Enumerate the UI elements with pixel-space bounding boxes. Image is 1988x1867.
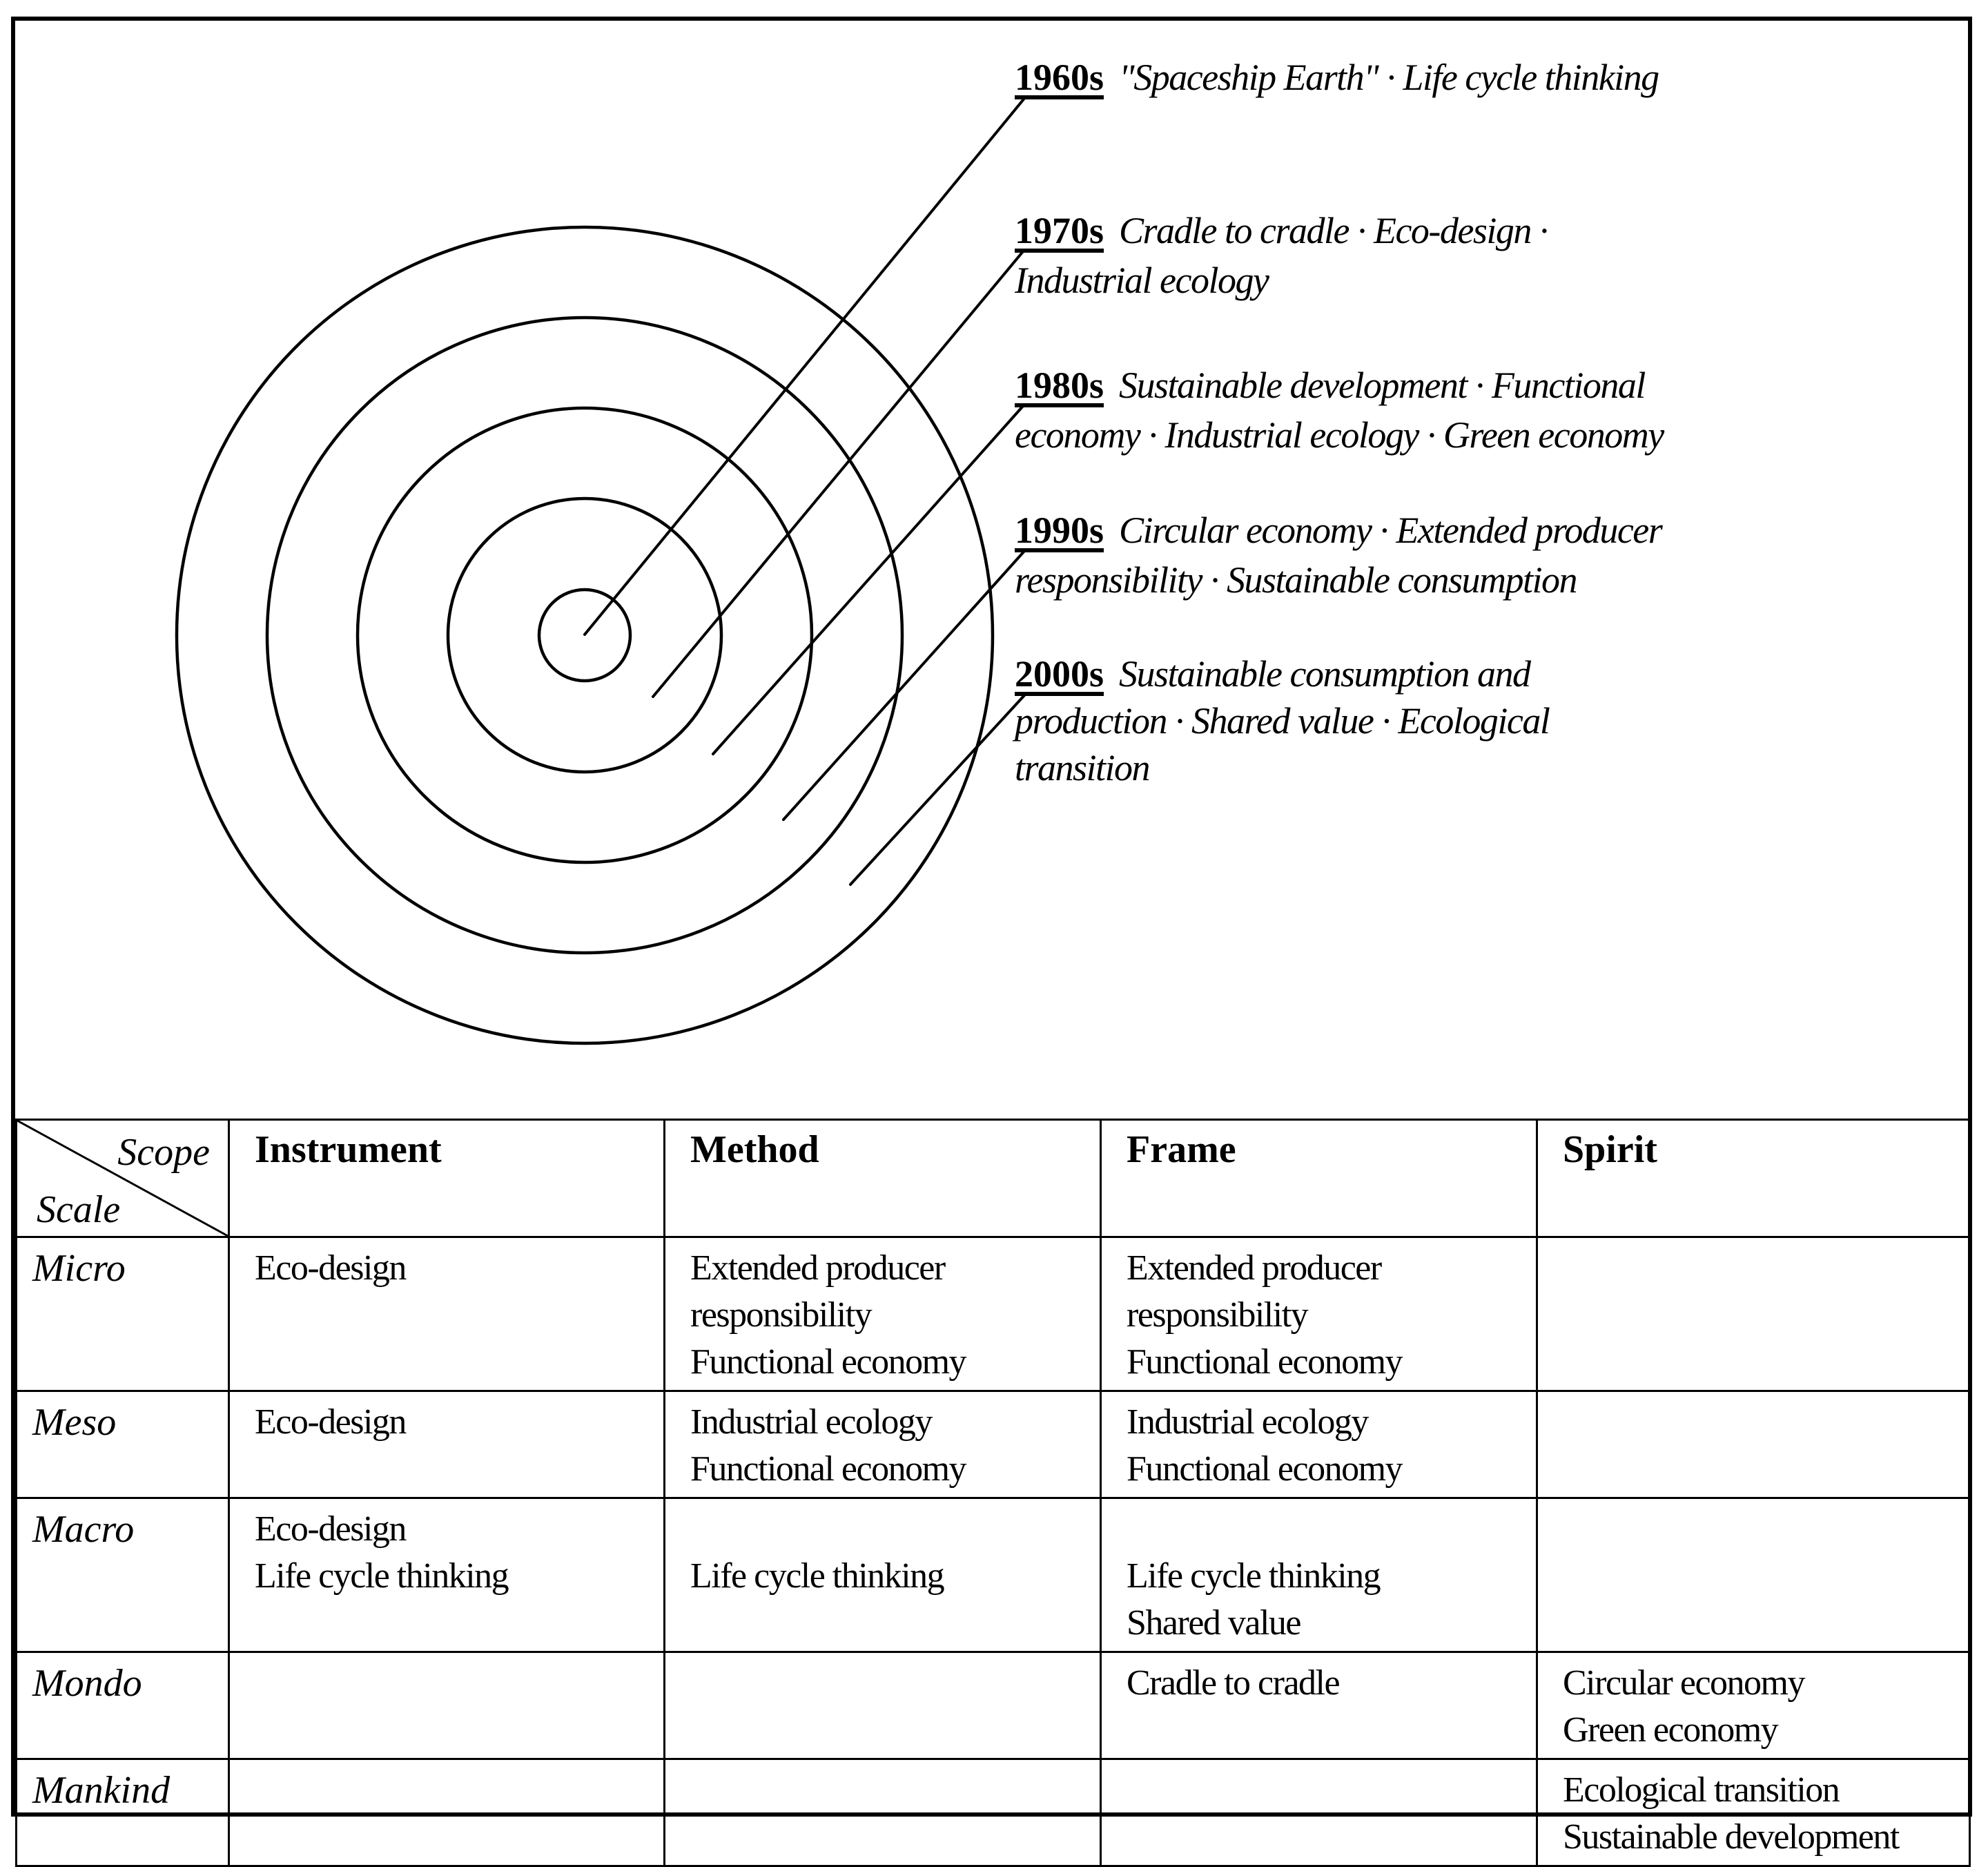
era-concepts: economy · Industrial ecology · Green economy	[1015, 414, 1664, 456]
cell-text: Life cycle thinking	[1127, 1556, 1381, 1596]
cell-text: Cradle to cradle	[1127, 1663, 1340, 1703]
cell-text: Sustainable development	[1563, 1817, 1899, 1857]
era-label-1980s	[1015, 360, 1774, 460]
row-header-mankind: Mankind	[17, 1759, 229, 1866]
cell-text: Industrial ecology	[690, 1402, 932, 1442]
blank-line	[1127, 1506, 1526, 1553]
cell-text: Ecological transition	[1563, 1770, 1840, 1810]
cell-macro-frame	[1101, 1498, 1537, 1652]
cell-text: Functional economy	[690, 1449, 966, 1489]
cell-mankind-instrument	[229, 1759, 665, 1866]
row-header-macro: Macro	[17, 1498, 229, 1652]
cell-macro-spirit	[1537, 1498, 1970, 1652]
leader-line-1980s	[713, 405, 1024, 754]
era-concepts: transition	[1015, 747, 1150, 789]
row-header-mondo: Mondo	[17, 1652, 229, 1759]
cell-meso-frame	[1101, 1391, 1537, 1498]
cell-mondo-spirit	[1537, 1652, 1970, 1759]
cell-text: Shared value	[1127, 1603, 1301, 1643]
cell-mondo-instrument	[229, 1652, 665, 1759]
cell-micro-frame	[1101, 1237, 1537, 1391]
cell-text: Extended producer	[690, 1248, 945, 1288]
decade-2000s: 2000s	[1015, 653, 1104, 695]
cell-macro-instrument	[229, 1498, 665, 1652]
table-row-meso	[17, 1391, 1970, 1498]
column-header-method: Method	[665, 1120, 1101, 1237]
corner-scope-label: Scope	[117, 1131, 210, 1174]
cell-text: Functional economy	[1127, 1342, 1403, 1382]
row-header-meso: Meso	[17, 1391, 229, 1498]
decade-1970s: 1970s	[1015, 210, 1104, 251]
cell-meso-method	[665, 1391, 1101, 1498]
cell-text: responsibility	[690, 1295, 872, 1335]
column-header-instrument: Instrument	[229, 1120, 665, 1237]
era-label-2000s	[1015, 650, 1774, 791]
cell-micro-method	[665, 1237, 1101, 1391]
era-concepts: "Spaceship Earth" · Life cycle thinking	[1119, 57, 1659, 98]
era-concepts: Industrial ecology	[1015, 260, 1269, 301]
era-concepts: responsibility · Sustainable consumption	[1015, 559, 1577, 601]
column-header-spirit: Spirit	[1537, 1120, 1970, 1237]
cell-meso-instrument	[229, 1391, 665, 1498]
cell-text: Industrial ecology	[1127, 1402, 1368, 1442]
table-header-row	[17, 1120, 1970, 1237]
cell-text: Eco-design	[255, 1402, 406, 1442]
cell-meso-spirit	[1537, 1391, 1970, 1498]
cell-mankind-spirit	[1537, 1759, 1970, 1866]
era-concepts: Circular economy · Extended producer	[1119, 510, 1662, 551]
cell-text: Life cycle thinking	[690, 1556, 944, 1596]
row-header-micro: Micro	[17, 1237, 229, 1391]
decade-1990s: 1990s	[1015, 510, 1104, 551]
era-concepts: Sustainable consumption and	[1119, 653, 1530, 695]
era-concepts: Cradle to cradle · Eco-design ·	[1119, 210, 1548, 251]
cell-micro-spirit	[1537, 1237, 1970, 1391]
era-concepts: production · Shared value · Ecological	[1015, 700, 1550, 742]
cell-mankind-method	[665, 1759, 1101, 1866]
cell-macro-method	[665, 1498, 1101, 1652]
table-row-micro	[17, 1237, 1970, 1391]
cell-mankind-frame	[1101, 1759, 1537, 1866]
cell-text: Eco-design	[255, 1248, 406, 1288]
leader-line-1960s	[585, 97, 1026, 635]
cell-text: Functional economy	[690, 1342, 966, 1382]
blank-line	[690, 1506, 1090, 1553]
corner-scale-label: Scale	[37, 1188, 121, 1231]
decade-1960s: 1960s	[1015, 57, 1104, 98]
cell-text: Green economy	[1563, 1710, 1778, 1750]
leader-line-2000s	[850, 695, 1025, 884]
corner-cell	[17, 1120, 229, 1237]
era-label-1960s	[1015, 52, 1774, 102]
table-row-mankind	[17, 1759, 1970, 1866]
cell-text: Functional economy	[1127, 1449, 1403, 1489]
column-header-frame: Frame	[1101, 1120, 1537, 1237]
decade-1980s: 1980s	[1015, 365, 1104, 406]
table-row-macro	[17, 1498, 1970, 1652]
era-label-1970s	[1015, 206, 1774, 305]
cell-text: responsibility	[1127, 1295, 1308, 1335]
cell-text: Extended producer	[1127, 1248, 1381, 1288]
cell-text: Circular economy	[1563, 1663, 1804, 1703]
cell-mondo-frame	[1101, 1652, 1537, 1759]
era-concepts: Sustainable development · Functional	[1119, 365, 1645, 406]
cell-micro-instrument	[229, 1237, 665, 1391]
cell-mondo-method	[665, 1652, 1101, 1759]
era-label-1990s	[1015, 505, 1774, 605]
table-row-mondo	[17, 1652, 1970, 1759]
cell-text: Life cycle thinking	[255, 1556, 509, 1596]
scope-scale-table	[15, 1119, 1971, 1867]
cell-text: Eco-design	[255, 1509, 406, 1549]
